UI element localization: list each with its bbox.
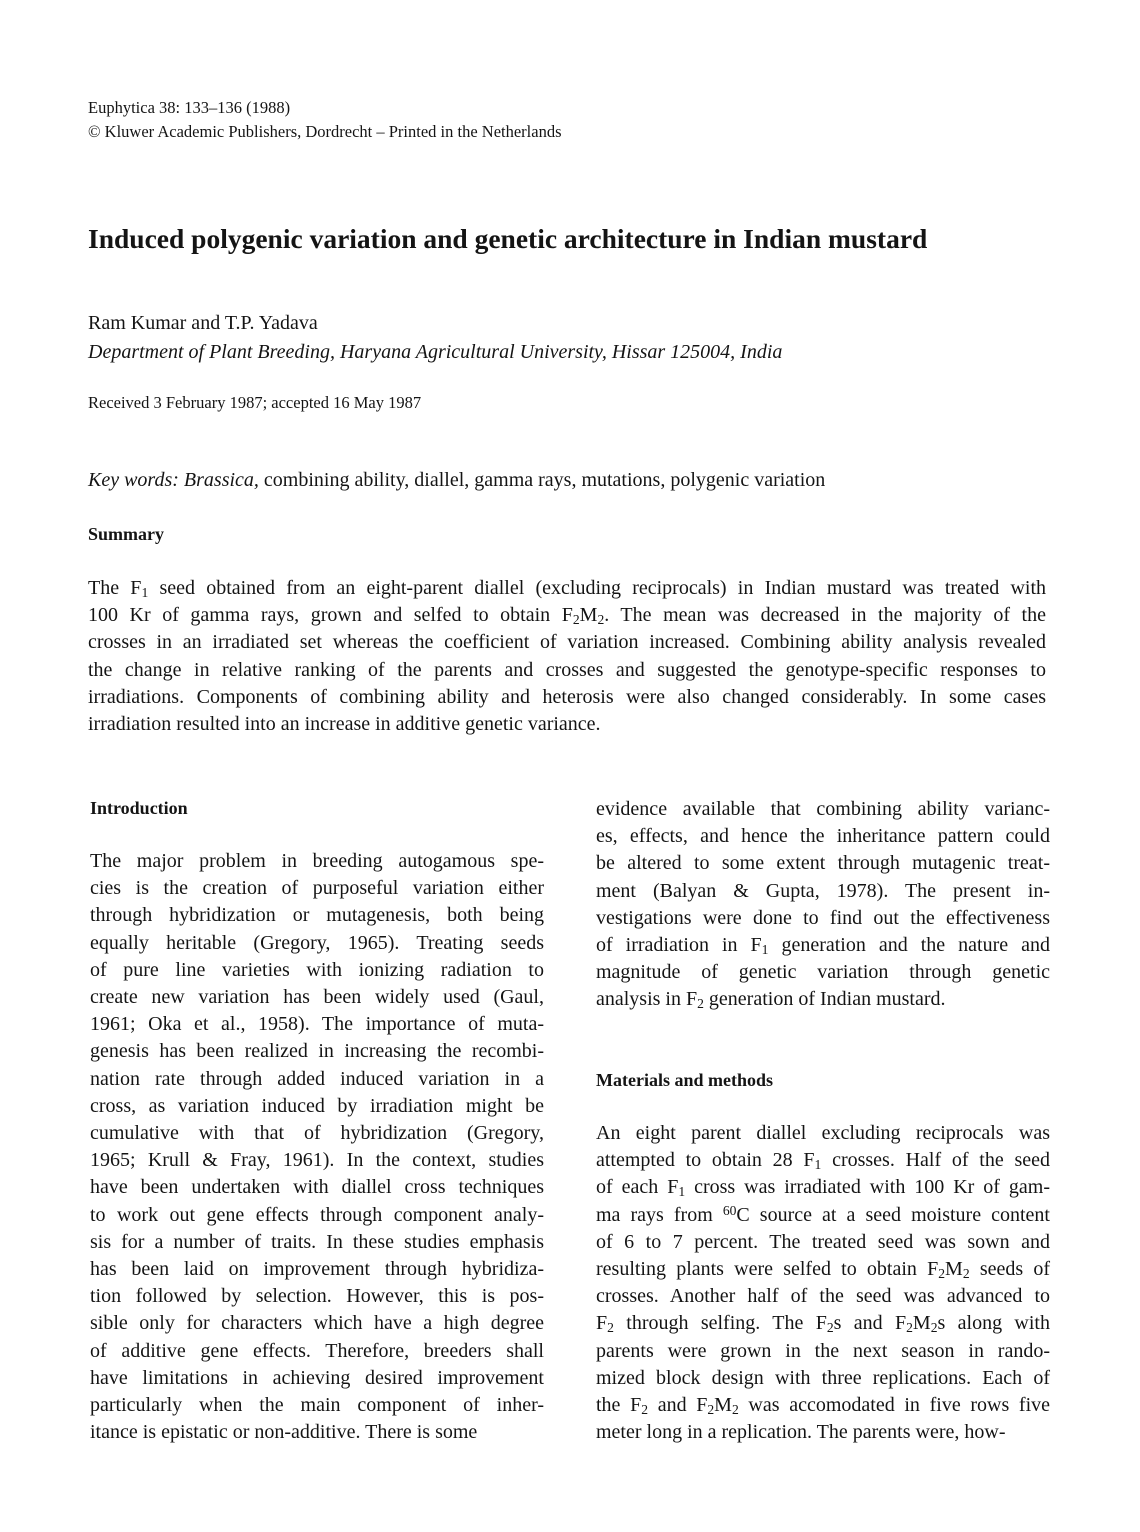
materials-methods-body — [596, 1120, 1050, 1446]
text-line: vestigations were done to find out the effectiveness — [596, 906, 1050, 929]
text-line: meter long in a replication. The parents were, how- — [596, 1421, 1006, 1444]
text-line: crosses. Another half of the seed was advanced to — [596, 1285, 1050, 1308]
received-dates: Received 3 February 1987; accepted 16 May 1987 — [88, 393, 422, 412]
authors: Ram Kumar and T.P. Yadava — [88, 312, 318, 334]
summary-body — [88, 575, 1046, 738]
keywords — [88, 466, 825, 495]
text-line: The major problem in breeding autogamous spe- — [90, 850, 544, 872]
text-line: The $F_1$ seed obtained from an eight-parent diallel (excluding reciprocals) in Indian mustard was treated with — [88, 577, 1047, 600]
introduction-heading: Introduction — [90, 798, 188, 818]
affiliation: Department of Plant Breeding, Haryana Agricultural University, Hissar 125004, India — [88, 341, 783, 363]
text-line: through hybridization or mutagenesis, both being — [90, 904, 544, 927]
text-line: irradiation resulted into an increase in additive genetic variance. — [88, 713, 601, 736]
journal-citation — [88, 96, 562, 144]
text-line: attempted to obtain 28 $F_1$ crosses. Half of the seed — [596, 1149, 1051, 1173]
text-line: itance is epistatic or non-additive. There is some — [90, 1421, 478, 1444]
text-line: ma rays from $^{60}$C source at a seed moisture content — [596, 1202, 1050, 1226]
text-line: An eight parent diallel excluding reciprocals was — [596, 1122, 1050, 1144]
keywords-genus: Brassica, — [183, 469, 259, 491]
text-line: parents were grown in the next season in rando- — [596, 1339, 1050, 1362]
text-line: irradiations. Components of combining ability and heterosis were also changed considerably. In some cases — [88, 685, 1046, 708]
text-line: the change in relative ranking of the parents and crosses and suggested the genotype-specific responses to — [88, 658, 1046, 681]
journal-line: Euphytica 38: 133–136 (1988) — [88, 98, 291, 117]
text-line: es, effects, and hence the inheritance pattern could — [596, 825, 1050, 848]
text-line: 1965; Krull & Fray, 1961). In the context, studies — [90, 1149, 544, 1172]
copyright-line: © Kluwer Academic Publishers, Dordrecht – Printed in the Netherlands — [88, 122, 562, 141]
text-line: have limitations in achieving desired improvement — [90, 1366, 544, 1389]
text-line: sis for a number of traits. In these studies emphasis — [90, 1230, 544, 1253]
text-line: has been laid on improvement through hybridiza- — [90, 1258, 544, 1281]
text-line: particularly when the main component of inher- — [90, 1394, 544, 1417]
text-line: create new variation has been widely used (Gaul, — [90, 986, 544, 1009]
text-line: $F_2$ through selfing. The $F_2s$ and $F_2M_2s$ along with — [596, 1312, 1050, 1336]
text-line: of irradiation in $F_1$ generation and the nature and — [596, 934, 1050, 957]
text-line: analysis in $F_2$ generation of Indian mustard. — [596, 988, 946, 1012]
text-line: be altered to some extent through mutagenic treat- — [596, 852, 1050, 875]
materials-methods-heading: Materials and methods — [596, 1070, 773, 1090]
text-line: resulting plants were selfed to obtain $F_2M_2$ seeds of — [596, 1258, 1050, 1281]
text-line: cies is the creation of purposeful variation either — [90, 877, 544, 900]
text-line: crosses in an irradiated set whereas the coefficient of variation increased. Combining ability analysis revealed — [88, 631, 1046, 654]
text-line: of each $F_1$ cross was irradiated with 100 Kr of gam- — [596, 1176, 1050, 1200]
text-line: magnitude of genetic variation through genetic — [596, 961, 1050, 984]
introduction-body-continued — [596, 796, 1050, 1014]
text-line: tion followed by selection. However, this is pos- — [90, 1285, 544, 1308]
text-line: equally heritable (Gregory, 1965). Treating seeds — [90, 931, 544, 954]
text-line: cross, as variation induced by irradiation might be — [90, 1094, 544, 1117]
text-line: of 6 to 7 percent. The treated seed was sown and — [596, 1230, 1050, 1253]
text-line: evidence available that combining ability varianc- — [596, 798, 1050, 820]
summary-heading: Summary — [88, 524, 164, 544]
article-title: Induced polygenic variation and genetic architecture in Indian mustard — [88, 223, 928, 254]
text-line: mized block design with three replications. Each of — [596, 1366, 1050, 1389]
text-line: cumulative with that of hybridization (Gregory, — [90, 1122, 544, 1145]
text-line: have been undertaken with diallel cross techniques — [90, 1176, 544, 1199]
text-line: genesis has been realized in increasing the recombi- — [90, 1040, 544, 1063]
keywords-list: combining ability, diallel, gamma rays, mutations, polygenic variation — [263, 469, 826, 491]
text-line: 1961; Oka et al., 1958). The importance of muta- — [90, 1013, 544, 1036]
text-line: nation rate through added induced variation in a — [90, 1067, 544, 1090]
text-line: of pure line varieties with ionizing radiation to — [90, 958, 544, 981]
text-line: sible only for characters which have a high degree — [90, 1312, 544, 1335]
text-line: to work out gene effects through component analy- — [90, 1203, 544, 1226]
text-line: 100 Kr of gamma rays, grown and selfed to obtain $F_2M_2$. The mean was decreased in the majority of the — [88, 604, 1046, 628]
introduction-body — [90, 848, 544, 1446]
text-line: of additive gene effects. Therefore, breeders shall — [90, 1339, 544, 1362]
text-line: ment (Balyan & Gupta, 1978). The present in- — [596, 879, 1050, 902]
keywords-label: Key words: — [88, 469, 179, 491]
text-line: the $F_2$ and $F_2M_2$ was accomodated in five rows five — [596, 1394, 1051, 1418]
